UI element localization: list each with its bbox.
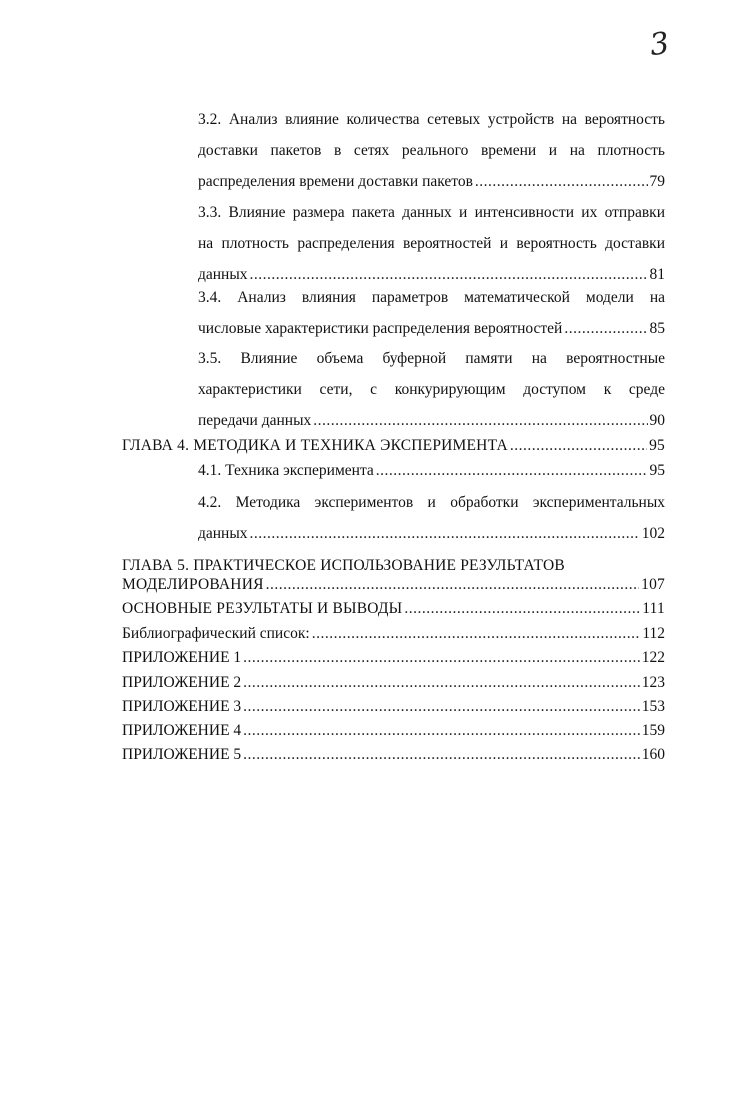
toc-entry-text-line: 3.2. Анализ влияние количества сетевых устройств на вероятность — [198, 111, 665, 128]
toc-entry-text-line: 3.5. Влияние объема буферной памяти на вероятностные — [198, 350, 665, 367]
toc-page-number: 90 — [649, 412, 665, 429]
dot-leader — [404, 601, 640, 617]
toc-entry-text-line: передачи данных — [198, 412, 312, 429]
toc-page-number: 153 — [641, 698, 665, 715]
toc-page-number: 102 — [641, 525, 665, 542]
toc-entry-text-line: 4.1. Техника эксперимента — [198, 462, 374, 479]
dot-leader — [243, 723, 640, 739]
toc-entry-text-line: 3.4. Анализ влияния параметров математической модели на — [198, 289, 665, 306]
toc-page-number: 160 — [641, 746, 665, 763]
dot-leader — [564, 321, 647, 337]
toc-page-number: 79 — [649, 173, 665, 190]
toc-entry-text-line: на плотность распределения вероятностей и вероятность доставки — [198, 235, 665, 252]
toc-page-number: 81 — [649, 266, 665, 283]
toc-entry-text-line: ПРИЛОЖЕНИЕ 5 — [122, 746, 242, 763]
dot-leader — [510, 438, 647, 454]
dot-leader — [243, 699, 640, 715]
toc-entry-3-5[interactable] — [198, 351, 665, 444]
dot-leader — [243, 675, 640, 691]
handwritten-page-number: 3 — [647, 25, 672, 64]
toc-entry-appendix-4[interactable] — [122, 723, 665, 747]
dot-leader — [250, 526, 640, 542]
toc-entry-appendix-2[interactable] — [122, 675, 665, 699]
toc-page-number: 159 — [641, 722, 665, 739]
toc-entry-text-line: ОСНОВНЫЕ РЕЗУЛЬТАТЫ И ВЫВОДЫ — [122, 600, 403, 617]
dot-leader — [250, 267, 648, 283]
toc-page-number: 85 — [649, 320, 665, 337]
toc-entry-text-line: ГЛАВА 4. МЕТОДИКА И ТЕХНИКА ЭКСПЕРИМЕНТА — [122, 437, 508, 454]
toc-entry-text-line: ПРИЛОЖЕНИЕ 2 — [122, 674, 242, 691]
toc-entry-4-2[interactable] — [198, 495, 665, 557]
toc-page-number: 95 — [649, 437, 665, 454]
toc-entry-4-1[interactable] — [198, 463, 665, 494]
toc-entry-appendix-3[interactable] — [122, 699, 665, 723]
dot-leader — [313, 413, 647, 429]
toc-entry-text-line: Библиографический список: — [122, 625, 310, 642]
toc-entry-3-4[interactable] — [198, 290, 665, 352]
toc-entry-text-line: характеристики сети, с конкурирующим доступом к среде — [198, 381, 665, 398]
toc-entry-3-3[interactable] — [198, 205, 665, 298]
toc-entry-text-line: данных — [198, 525, 248, 542]
toc-entry-bibliography[interactable] — [122, 626, 665, 650]
toc-entry-text-line: данных — [198, 266, 248, 283]
toc-page-number: 122 — [641, 649, 665, 666]
toc-page-number: 111 — [642, 600, 665, 617]
toc-entry-chapter-5[interactable] — [122, 558, 665, 601]
toc-entry-main-results[interactable] — [122, 601, 665, 625]
dot-leader — [243, 747, 640, 763]
dot-leader — [312, 626, 641, 642]
toc-entry-text-line: ПРИЛОЖЕНИЕ 3 — [122, 698, 242, 715]
dot-leader — [243, 650, 640, 666]
toc-entry-text-line: числовые характеристики распределения вероятностей — [198, 320, 563, 337]
toc-entry-text-line: 4.2. Методика экспериментов и обработки экспериментальных — [198, 494, 665, 511]
toc-entry-3-2[interactable] — [198, 112, 665, 205]
toc-entry-text-line: ПРИЛОЖЕНИЕ 4 — [122, 722, 242, 739]
toc-entry-appendix-5[interactable] — [122, 747, 665, 771]
dot-leader — [475, 174, 648, 190]
toc-entry-text-line: доставки пакетов в сетях реального времени и на плотность — [198, 142, 665, 159]
toc-page-number: 112 — [642, 625, 665, 642]
toc-entry-text-line: распределения времени доставки пакетов — [198, 173, 473, 190]
toc-page-number: 107 — [641, 576, 665, 593]
toc-entry-text-line: МОДЕЛИРОВАНИЯ — [122, 576, 264, 593]
toc-entry-text-line: ПРИЛОЖЕНИЕ 1 — [122, 649, 242, 666]
toc-entry-text-line: ГЛАВА 5. ПРАКТИЧЕСКОЕ ИСПОЛЬЗОВАНИЕ РЕЗУЛЬТАТОВ — [122, 557, 565, 574]
toc-entry-text-line: 3.3. Влияние размера пакета данных и интенсивности их отправки — [198, 204, 665, 221]
dot-leader — [266, 577, 640, 593]
toc-page-number: 123 — [641, 674, 665, 691]
dot-leader — [376, 463, 648, 479]
toc-entry-appendix-1[interactable] — [122, 650, 665, 674]
toc-page-number: 95 — [649, 462, 665, 479]
